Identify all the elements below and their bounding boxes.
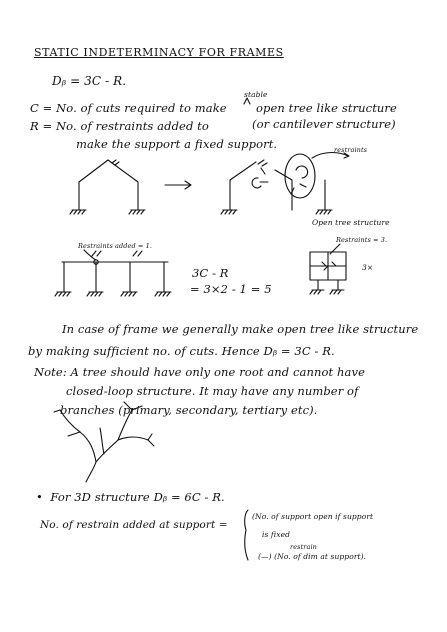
fig2-restraint-count-label: Restraints = 3. — [336, 236, 388, 244]
restrain-case1b: is fixed — [262, 530, 291, 539]
fig2-restraints-added-label: Restraints added = 1. — [78, 242, 153, 250]
restrain-label: No. of restrain added at support = — [40, 519, 228, 531]
def-c-suffix: open tree like structure — [256, 101, 397, 115]
fig1-open-tree-label: Open tree structure — [312, 218, 390, 227]
insert-caret — [244, 98, 250, 104]
fig2-calc-line1: 3C - R — [192, 266, 229, 280]
restrain-case2: (—) (No. of dim at support). — [258, 552, 367, 561]
gable-frame-figure — [70, 160, 145, 214]
bullet-dot: • — [36, 490, 51, 504]
fig2-calc-line2: = 3×2 - 1 = 5 — [190, 282, 272, 296]
fig2-count-label: 3× — [362, 263, 374, 272]
tree-structure-figure — [54, 402, 154, 482]
note-line1: Note: A tree should have only one root and cannot have — [34, 365, 365, 379]
transform-arrow — [165, 181, 191, 189]
support-note: make the support a fixed support. — [76, 137, 278, 151]
main-formula: Dᵦ = 3C - R. — [52, 74, 127, 88]
note-line2: closed-loop structure. It may have any number of — [66, 384, 359, 398]
restrain-case1: (No. of support open if support — [252, 512, 374, 521]
grid-frame-figure — [310, 244, 346, 294]
note-line3: branches (primary, secondary, tertiary etc). — [60, 403, 318, 417]
restrain-case2-insert: restrain — [290, 543, 317, 551]
cut-marks — [92, 251, 142, 256]
def-c-insert: stable — [244, 90, 268, 99]
multi-bay-frame-figure — [55, 250, 171, 296]
def-c-prefix: C = No. of cuts required to make — [30, 101, 227, 115]
para1-line1: In case of frame we generally make open tree like structure — [62, 322, 419, 336]
def-r-prefix: R = No. of restraints added to — [30, 119, 209, 133]
open-tree-figure — [221, 153, 349, 215]
bullet-3d-text: For 3D structure Dᵦ = 6C - R. — [50, 490, 225, 504]
case-brace — [245, 510, 248, 560]
def-r-suffix: (or cantilever structure) — [252, 117, 396, 131]
page-title: STATIC INDETERMINACY FOR FRAMES — [34, 46, 284, 59]
para1-line2: by making sufficient no. of cuts. Hence Dᵦ = 3C - R. — [28, 344, 335, 358]
fig1-restraints-label: restraints — [334, 146, 368, 154]
